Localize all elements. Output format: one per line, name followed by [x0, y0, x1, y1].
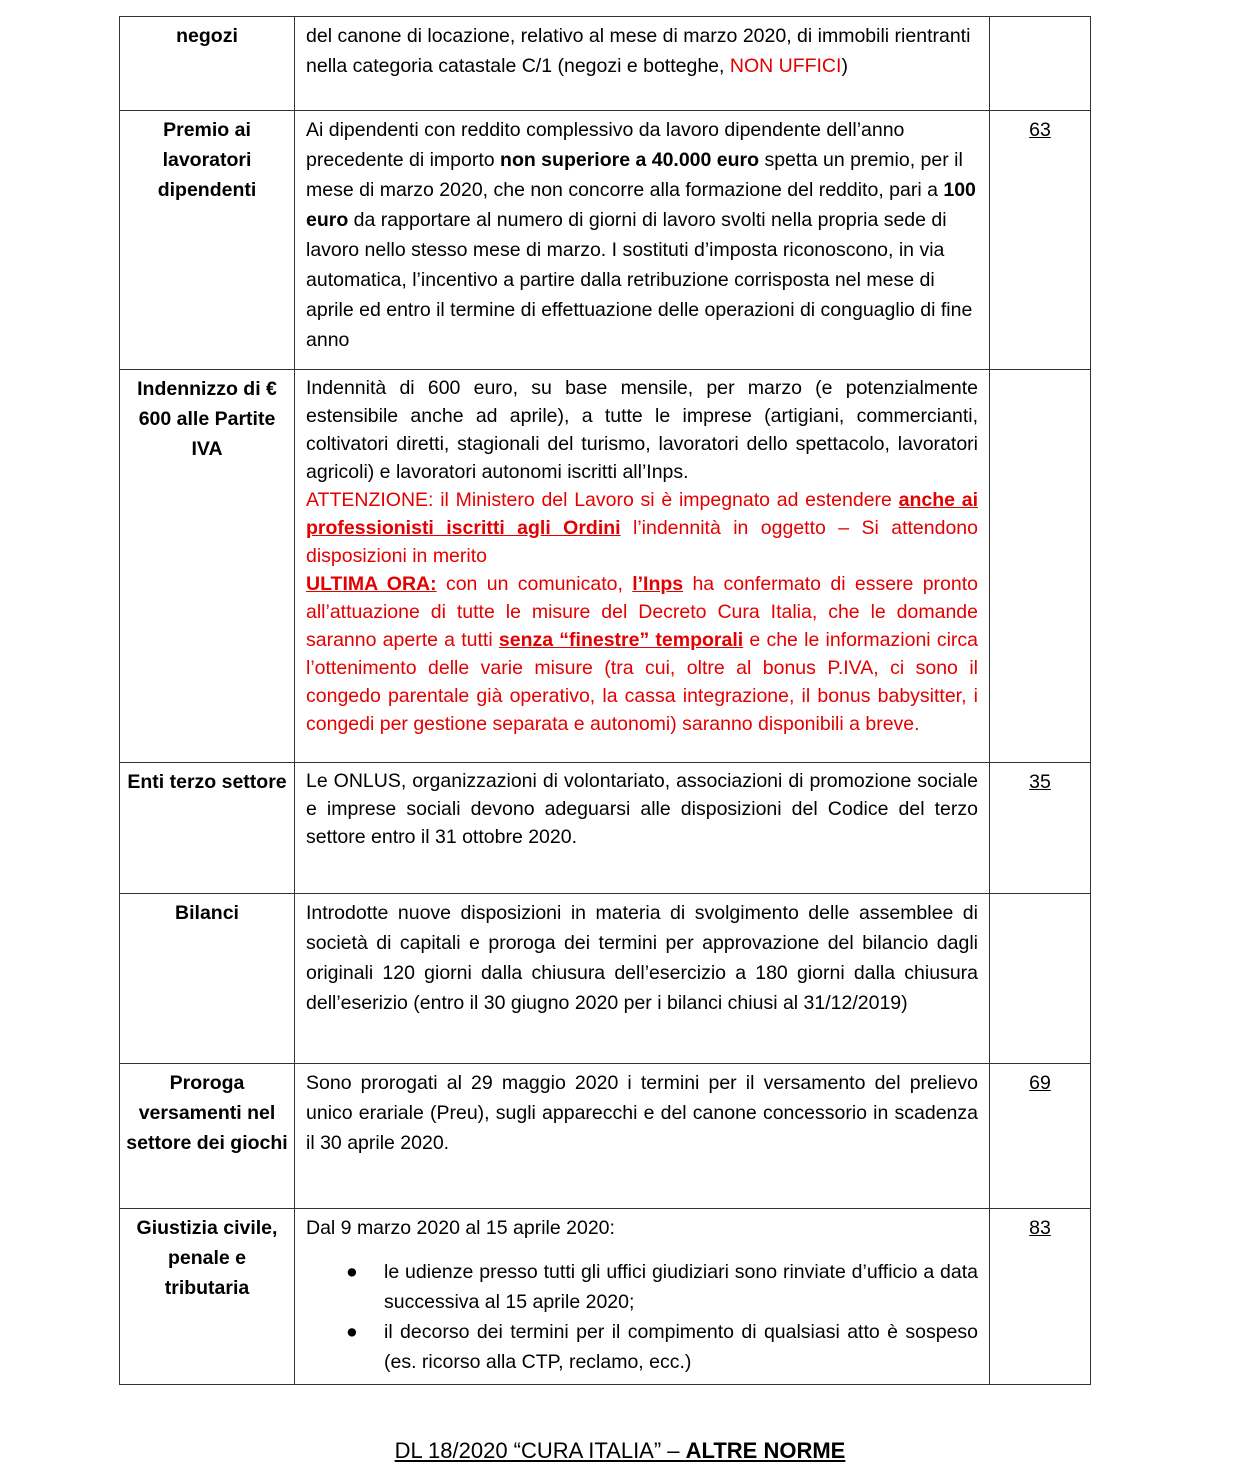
table-row: [120, 370, 1091, 763]
text-segment: con un comunicato,: [436, 573, 633, 595]
bold-text: 100 euro: [306, 179, 976, 231]
bullet-dot-icon: ●: [346, 1321, 358, 1343]
row-text-cell: [295, 1209, 990, 1385]
text-segment: e che le informazioni circa l’ottenimento delle varie misure (tra cui, oltre al bonus P.IVA, ci sono il congedo parentale già operativo, la cassa integrazione, il bonus babysitter, i congedi per gestione separata e autonomi) saranno disponibili a breve.: [306, 629, 978, 735]
row-label: Premio ai lavoratori dipendenti: [157, 119, 257, 201]
row-label: Bilanci: [175, 902, 239, 924]
row-label-cell: [120, 1209, 295, 1385]
article-ref-link[interactable]: 69: [1029, 1072, 1051, 1094]
heading-bold-text: ALTRE NORME: [685, 1438, 846, 1463]
row-ref-cell: [990, 1209, 1091, 1385]
text-segment: Ai dipendenti con reddito complessivo da lavoro dipendente dell’anno precedente di importo: [306, 119, 905, 171]
article-ref-link[interactable]: 35: [1029, 771, 1051, 793]
row-label: Indennizzo di € 600 alle Partite IVA: [137, 378, 277, 460]
emphasis-text: anche ai professionisti iscritti agli Ordini: [306, 489, 978, 539]
paragraph: Indennità di 600 euro, su base mensile, per marzo (e potenzialmente estensibile anche ad aprile), a tutte le imprese (artigiani, commercianti, coltivatori diretti, stagionali del turismo, lavoratori dello spettacolo, lavoratori agricoli) e lavoratori autonomi iscritti all’Inps.: [306, 377, 978, 483]
list-item-text: il decorso dei termini per il compimento di qualsiasi atto è sospeso (es. ricorso alla CTP, reclamo, ecc.): [384, 1321, 978, 1373]
row-label-cell: [120, 894, 295, 1064]
text-segment: ha confermato di essere pronto all’attuazione di tutte le misure del Decreto Cura Italia, che le domande saranno aperte a tutti: [306, 573, 979, 651]
row-text: [295, 1209, 989, 1377]
list-item: [346, 1257, 978, 1317]
table-row: [120, 17, 1091, 111]
norms-table: [119, 16, 1091, 1385]
emphasis-text: senza “finestre” temporali: [498, 629, 744, 651]
text-segment: del canone di locazione, relativo al mese di marzo 2020, di immobili rientranti nella categoria catastale C/1 (negozi e botteghe,: [306, 25, 971, 77]
row-text-cell: [295, 111, 990, 370]
bold-text: non superiore a 40.000 euro: [500, 149, 760, 171]
text-segment: l’indennità in oggetto – Si attendono disposizioni in merito: [306, 517, 978, 567]
article-ref: [990, 17, 1090, 21]
row-label-cell: [120, 17, 295, 111]
row-text: [295, 17, 989, 81]
attention-note: [306, 486, 978, 570]
text-segment: ): [841, 55, 848, 77]
row-text-cell: [295, 763, 990, 894]
bullet-list: [306, 1257, 978, 1377]
row-label: negozi: [176, 25, 238, 47]
row-text-cell: [295, 370, 990, 763]
table-row: [120, 763, 1091, 894]
row-label-cell: [120, 763, 295, 894]
text-segment: ATTENZIONE: il Ministero del Lavoro si è impegnato ad estendere: [306, 489, 899, 511]
row-text-cell: [295, 1064, 990, 1209]
intro-line: Dal 9 marzo 2020 al 15 aprile 2020:: [306, 1217, 615, 1239]
table-row: [120, 1064, 1091, 1209]
article-ref-link[interactable]: 63: [1029, 119, 1051, 141]
article-ref-link[interactable]: 83: [1029, 1217, 1051, 1239]
row-ref-cell: [990, 370, 1091, 763]
row-ref-cell: [990, 894, 1091, 1064]
row-text: Sono prorogati al 29 maggio 2020 i termini per il versamento del prelievo unico erariale (Preu), sugli apparecchi e del canone concessorio in scadenza il 30 aprile 2020.: [306, 1072, 978, 1154]
emphasis-text: l’Inps: [632, 573, 684, 595]
row-ref-cell: [990, 17, 1091, 111]
article-ref: [990, 894, 1090, 898]
row-ref-cell: [990, 111, 1091, 370]
list-item: [346, 1317, 978, 1377]
emphasis-text: ULTIMA ORA:: [306, 573, 437, 595]
article-ref: [990, 370, 1090, 374]
table-row: [120, 894, 1091, 1064]
highlight-text: NON UFFICI: [729, 55, 842, 77]
section-heading: [0, 1438, 1240, 1464]
row-text-cell: [295, 894, 990, 1064]
row-text: [295, 370, 989, 738]
bullet-dot-icon: ●: [346, 1261, 358, 1283]
row-label: Giustizia civile, penale e tributaria: [136, 1217, 278, 1299]
row-label: Proroga versamenti nel settore dei giochi: [126, 1072, 288, 1154]
row-label-cell: [120, 111, 295, 370]
row-ref-cell: [990, 1064, 1091, 1209]
breaking-news-note: [306, 570, 978, 738]
row-label-cell: [120, 370, 295, 763]
row-label-cell: [120, 1064, 295, 1209]
row-text-cell: [295, 17, 990, 111]
text-segment: spetta un premio, per il mese di marzo 2020, che non concorre alla formazione del reddito, pari a: [306, 149, 963, 201]
row-text: [295, 111, 989, 355]
table-row: [120, 1209, 1091, 1385]
text-segment: da rapportare al numero di giorni di lavoro svolti nella propria sede di lavoro nello stesso mese di marzo. I sostituti d’imposta riconoscono, in via automatica, l’incentivo a partire dalla retribuzione corrisposta nel mese di aprile ed entro il termine di effettuazione delle operazioni di conguaglio di fine anno: [306, 209, 973, 351]
row-text: Introdotte nuove disposizioni in materia di svolgimento delle assemblee di società di capitali e proroga dei termini per approvazione del bilancio dagli originali 120 giorni dalla chiusura dell’esercizio a 180 giorni dalla chiusura dell’eserizio (entro il 30 giugno 2020 per i bilanci chiusi al 31/12/2019): [306, 902, 978, 1014]
row-label: Enti terzo settore: [127, 771, 287, 793]
list-item-text: le udienze presso tutti gli uffici giudiziari sono rinviate d’ufficio a data successiva al 15 aprile 2020;: [384, 1261, 978, 1313]
row-ref-cell: [990, 763, 1091, 894]
heading-text: DL 18/2020 “CURA ITALIA” –: [394, 1438, 686, 1463]
row-text: Le ONLUS, organizzazioni di volontariato, associazioni di promozione sociale e imprese sociali devono adeguarsi alle disposizioni del Codice del terzo settore entro il 31 ottobre 2020.: [306, 770, 978, 848]
table-row: [120, 111, 1091, 370]
